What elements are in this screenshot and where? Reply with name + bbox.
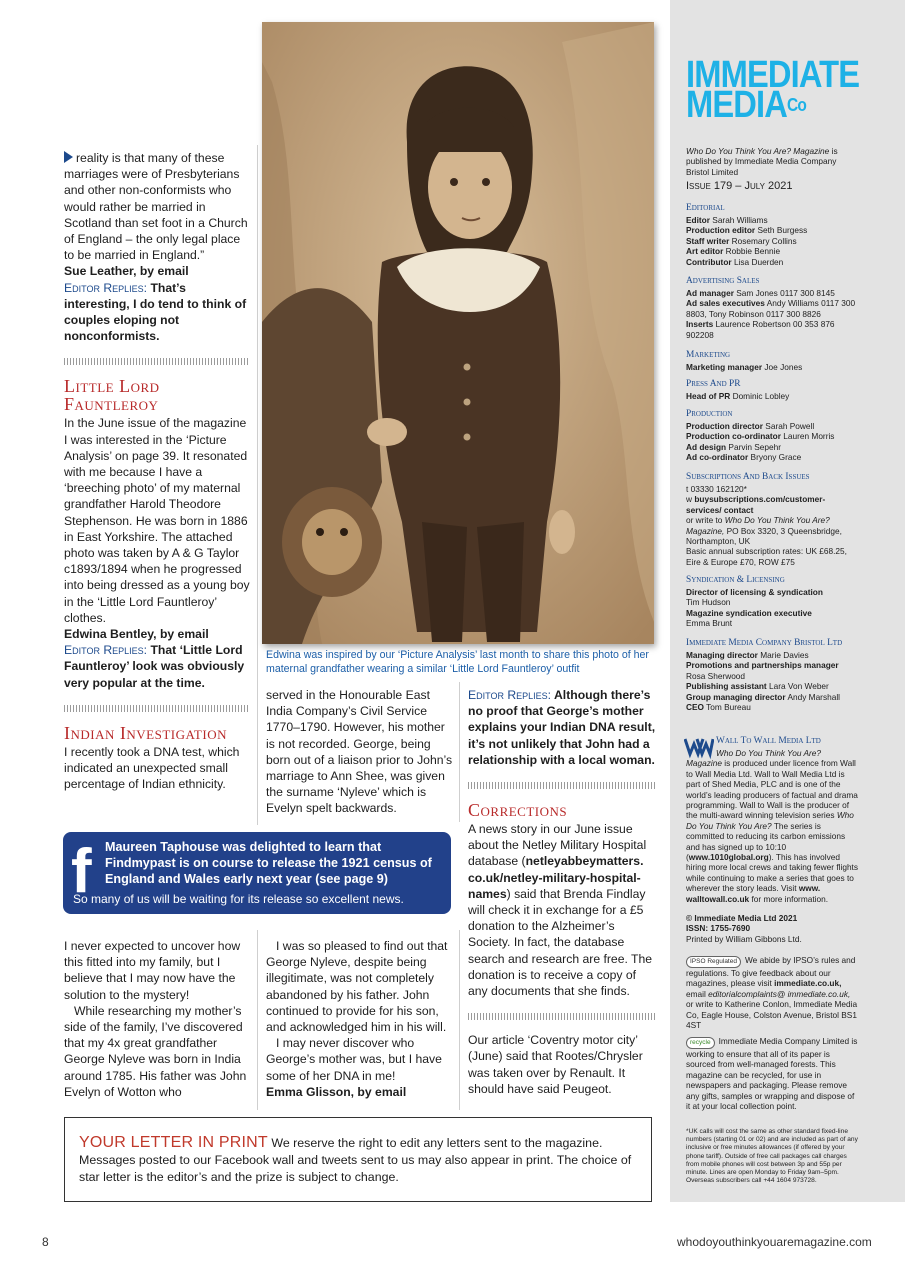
facebook-headline: Maureen Taphouse was delighted to learn that Findmypast is on course to release the 1921 census of England and Wales early next year (see page 9) xyxy=(105,840,432,886)
correction-body: A news story in our June issue about the Netley Military Hospital database (netleyabbeymatters. co.uk/netley-military-hospital-names) said that Brenda Findlay will check it in exchange for a £5 donation to the Alzheimer’s Society. In fact, the database search and research are free. The donation is to receive a copy of any documents that she finds. xyxy=(468,822,653,999)
divider xyxy=(468,782,656,789)
subscriptions-link[interactable]: buysubscriptions.com/customer-services/ contact xyxy=(686,494,826,515)
letter-in-print-box xyxy=(64,1117,652,1202)
pr-section: Press And PR Head of PR Dominic Lobley xyxy=(686,379,790,401)
letter-in-print-text: We reserve the right to edit any letters sent to the magazine. Messages posted to our Facebook wall and tweets sent to us may also appear in print. The choice of star letter is the editor’s and the prize is subject to change. xyxy=(79,1136,632,1184)
column-divider xyxy=(459,930,460,1110)
letter-continuation: reality is that many of these marriages were of Presbyterians and other non-conformists who would rather be married in Scotland than set foot in a Church of England – the only legal place to be married in England.” xyxy=(64,151,248,263)
letter-body: While researching my mother’s side of the family, I’ve discovered that my 4x great grandfather George Nyleve was born in India around 1785. His father was John Evelyn of Wotton who xyxy=(64,1003,247,1099)
column-1 xyxy=(64,150,250,793)
letter-body: In the June issue of the magazine I was interested in the ‘Picture Analysis’ on page 39. It resonated with me because I have a ‘breeching photo’ of my maternal grandfather Harold Theodore Stephenson. He was born in 1886 in East Yorkshire. The attached photo was taken by A & G Taylor c1893/1894 when he progressed into being dressed as a young boy in the ‘Little Lord Fauntleroy’ clothes. xyxy=(64,416,250,625)
editor-reply: Editor Replies: Although there’s no proof that George’s mother explains your Indian DNA result, it’s not unlikely that John had a relationship with a local woman. xyxy=(468,688,656,767)
editorial-section: Editorial Editor Sarah Williams Production editor Seth Burgess Staff writer Rosemary Collins Art editor Robbie Bennie Contributor Lisa Duerden xyxy=(686,203,808,267)
letter-body: served in the Honourable East India Company’s Civil Service 1770–1790. However, his mother is not recorded. George, being born out of a liaison prior to John’s marriage to Ann Shee, was given the surname ‘Nyleve’ which is Evelyn spelt backwards. xyxy=(266,688,453,816)
advertising-section: Advertising Sales Ad manager Sam Jones 0117 300 8145 Ad sales executives Andy Williams 0117 300 8803, Tony Robinson 0117 300 8826 Inserts Laurence Robertson 00 353 876 902208 xyxy=(686,276,856,340)
facebook-subtext: So many of us will be waiting for its release so excellent news. xyxy=(73,892,404,906)
divider xyxy=(468,1013,656,1020)
letter-signature: Sue Leather, by email xyxy=(64,264,189,279)
footer-url[interactable]: whodoyouthinkyouaremagazine.com xyxy=(677,1235,872,1249)
call-charges-footnote: *UK calls will cost the same as other standard fixed-line numbers (starting 01 or 02) and are included as part of any inclusive or free minutes allowances (if offered by your phone tariff). Outside of free call packages call charges from mobile phones will cost between 3p and 55p per minute. Lines are open Monday to Friday 9am–5pm. Overseas subscribers call +44 1604 973728. xyxy=(686,1128,858,1185)
letter-body: I was so pleased to find out that George Nyleve, despite being illegitimate, was not completely abandoned by his father. John continued to provide for his son, and acknowledged him in his will. xyxy=(266,939,448,1035)
heading-corrections: Corrections xyxy=(468,800,568,821)
divider xyxy=(64,358,250,365)
wall-to-wall-section: Wall To Wall Media Ltd Who Do You Think You Are? Magazine is produced under licence from Wall to Wall Media Ltd. Wall to Wall Media Ltd is part of Shed Media, PLC and is one of the world’s leading producers of factual and drama programming. Wall to Wall is the producer of the multi-award winning television series Who Do You Think You Are? The series is committed to reducing its carbon emissions and has signed up to 10:10 (www.1010global.org). This has involved hiring more local crews and taking fewer flights while continuing to make a series that goes to wherever the story leads. Visit www. walltowall.co.uk for more information. xyxy=(686,736,859,904)
syndication-section: Syndication & Licensing Director of licensing & syndication Tim Hudson Magazine syndication executive Emma Brunt xyxy=(686,575,823,629)
correction-body: Our article ‘Coventry motor city’ (June) said that Rootes/Chrysler was taken over by Renault. It should have said Peugeot. xyxy=(468,1033,643,1096)
letter-body: I may never discover who George’s mother was, but I have some of her DNA in me! xyxy=(266,1036,442,1083)
ipso-section: IPSO Regulated We abide by IPSO’s rules and regulations. To give feedback about our magazines, please visit immediate.co.uk, email editorialcomplaints@ immediate.co.uk, or write to Katherine Conlon, Immediate Media Co, Eagle House, Colston Avenue, Bristol BS1 4ST xyxy=(686,955,858,1031)
column-2-lower xyxy=(266,938,456,1100)
column-divider xyxy=(257,145,258,825)
issue-number: Issue 179 – July 2021 xyxy=(686,180,793,192)
recycle-badge-icon: recycle xyxy=(686,1037,715,1049)
heading-little-lord-fauntleroy: Little Lord Fauntleroy xyxy=(64,376,160,415)
publisher-info: Who Do You Think You Are? Magazine is published by Immediate Media Company Bristol Limited xyxy=(686,146,838,177)
divider xyxy=(64,705,250,712)
letter-body: I recently took a DNA test, which indicated an unexpected small percentage of Indian ethnicity. xyxy=(64,744,240,792)
production-section: Production Production director Sarah Powell Production co-ordinator Lauren Morris Ad design Parvin Sepehr Ad co-ordinator Bryony Grace xyxy=(686,409,835,463)
letter-in-print-title: YOUR LETTER IN PRINT xyxy=(79,1134,268,1151)
editor-reply: Editor Replies: That ‘Little Lord Fauntleroy’ look was obviously very popular at the time. xyxy=(64,643,245,690)
facebook-callout xyxy=(63,832,451,914)
letter-signature: Emma Glisson, by email xyxy=(266,1084,407,1099)
page-number: 8 xyxy=(42,1235,49,1249)
walltowall-link[interactable]: www. walltowall.co.uk xyxy=(686,883,821,904)
sepia-photo-boy xyxy=(262,22,654,644)
column-2-upper xyxy=(266,687,456,817)
column-3 xyxy=(468,687,656,1097)
complaints-email-link[interactable]: editorialcomplaints@ immediate.co.uk, xyxy=(708,988,851,999)
column-divider xyxy=(257,930,258,1110)
ipso-badge-icon: IPSO Regulated xyxy=(686,956,741,968)
boy-portrait-illustration xyxy=(262,22,654,644)
continue-arrow-icon xyxy=(64,151,73,163)
column-divider xyxy=(459,682,460,822)
letter-body: I never expected to uncover how this fitted into my family, but I believe that I may now have the solution to the mystery! xyxy=(64,939,241,1002)
immediate-media-logo: IMMEDIATE $MEDIA^{Co}$ xyxy=(686,54,860,126)
photo-caption: Edwina was inspired by our ‘Picture Analysis’ last month to share this photo of her maternal grandfather wearing a similar ‘Little Lord Fauntleroy’ outfit xyxy=(266,649,649,675)
immediate-link[interactable]: immediate.co.uk, xyxy=(774,978,842,989)
column-1-lower xyxy=(64,938,250,1100)
recycle-section: recycle Immediate Media Company Limited is working to ensure that all of its paper is sourced from well-managed forests. This magazine can be recycled, for use in newspapers and packaging. Please remove any gifts, samples or wrapping and dispose of it at your local collection point. xyxy=(686,1036,858,1112)
copyright-section: © Immediate Media Ltd 2021 ISSN: 1755-7690 Printed by William Gibbons Ltd. xyxy=(686,913,802,944)
1010-link[interactable]: www.1010global.org xyxy=(688,852,769,863)
marketing-section: Marketing Marketing manager Joe Jones xyxy=(686,350,803,372)
imc-bristol-section: Immediate Media Company Bristol Ltd Managing director Marie Davies Promotions and partnerships manager Rosa Sherwood Publishing assistant Lara Von Weber Group managing director Andy Marshall CEO Tom Bureau xyxy=(686,638,843,713)
letter-signature: Edwina Bentley, by email xyxy=(64,627,209,642)
editor-reply: Editor Replies: That’s interesting, I do tend to think of couples eloping not nonconformists. xyxy=(64,280,247,344)
subscriptions-section: Subscriptions And Back Issues t 03330 162120* w buysubscriptions.com/customer-services/ contact or write to Who Do You Think You Are? Magazine, PO Box 3320, 3 Queensbridge, Northampton, UK Basic annual subscription rates: UK £68.25, Eire & Europe £70, ROW £75 xyxy=(686,472,847,567)
masthead-sidebar xyxy=(670,0,905,1202)
facebook-icon: f xyxy=(71,837,92,906)
heading-indian-investigation: Indian Investigation xyxy=(64,722,227,743)
netley-link[interactable]: netleyabbeymatters. co.uk/netley-military-hospital-names xyxy=(468,854,644,901)
